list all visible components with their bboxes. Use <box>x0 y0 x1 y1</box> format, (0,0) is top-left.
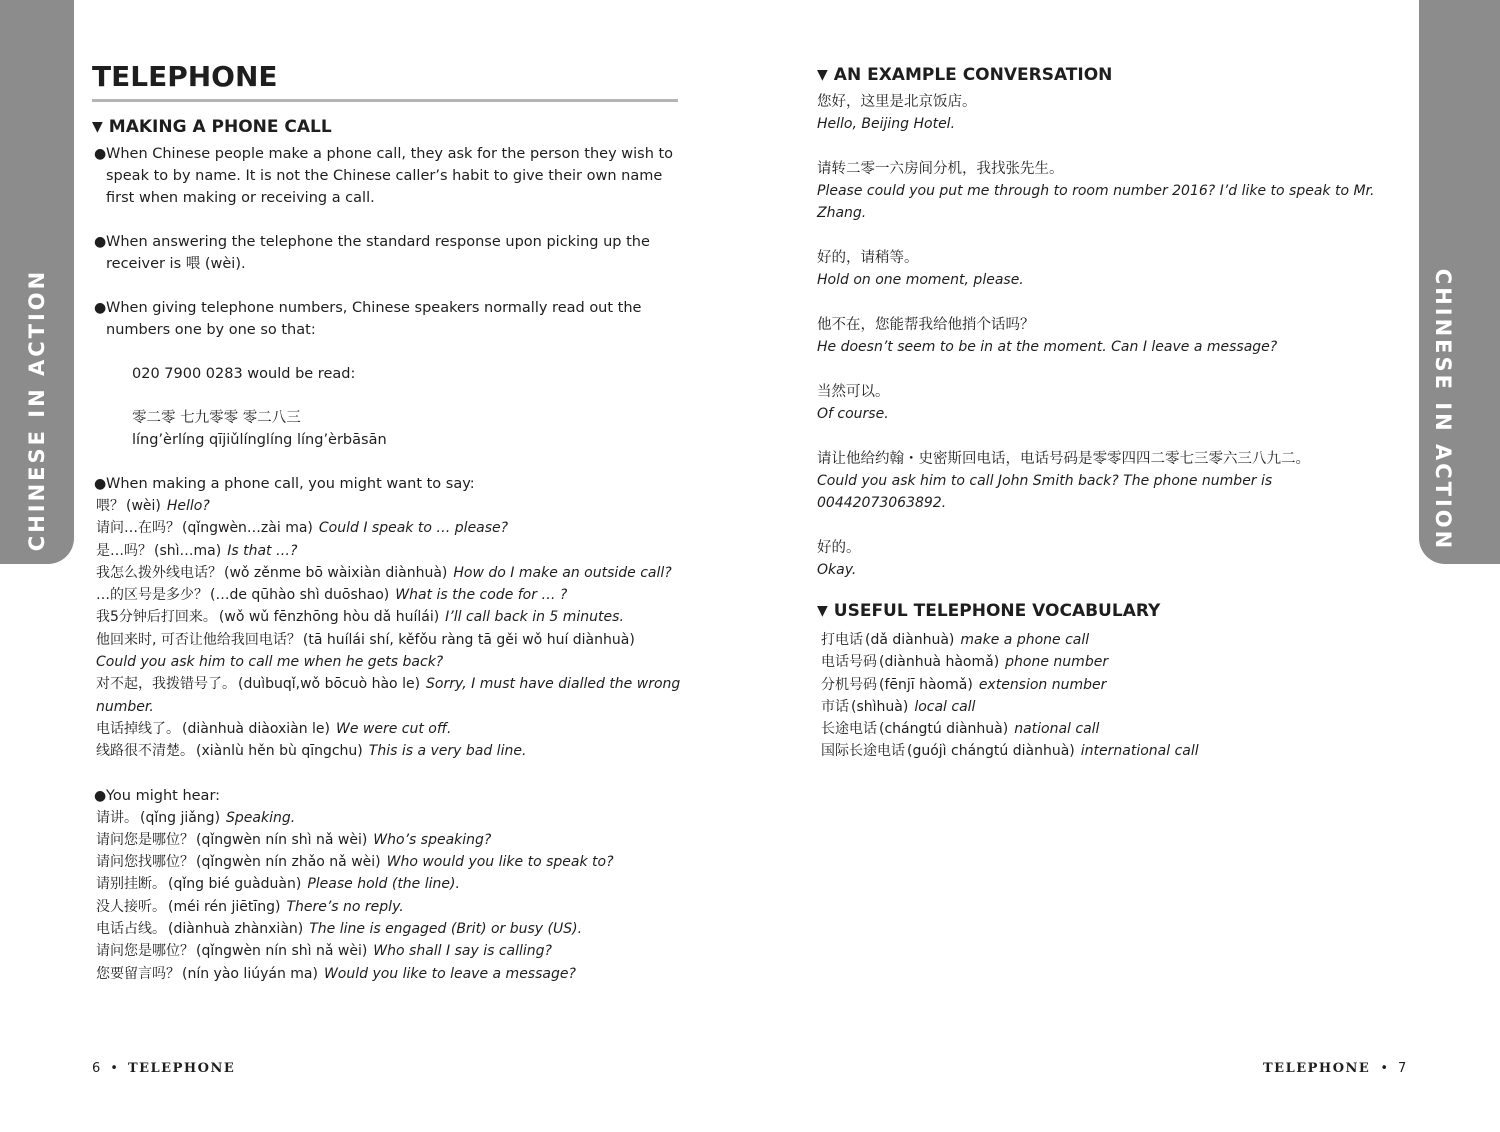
vocab-pinyin: (chángtú diànhuà) <box>879 721 1009 738</box>
phrase-pinyin: (qǐngwèn…zài ma) <box>182 520 313 537</box>
phrase-pinyin: (nín yào liúyán ma) <box>182 965 318 982</box>
hear-intro-text: You might hear: <box>106 787 221 804</box>
section-heading-label: AN EXAMPLE CONVERSATION <box>833 65 1113 85</box>
vocab-pinyin: (dǎ diànhuà) <box>865 632 955 648</box>
phrase-chinese: 没人接听。 <box>96 898 166 915</box>
phrase-pinyin: (méi rén jiētīng) <box>168 898 281 915</box>
conversation-english: Okay. <box>817 562 857 578</box>
phrase-english: Hello? <box>166 498 210 514</box>
phrase-line <box>96 918 682 940</box>
phrase-english: What is the code for … ? <box>395 587 568 604</box>
phrase-english: Speaking. <box>226 809 296 826</box>
vocab-english: local call <box>914 698 976 715</box>
bullet-paragraph <box>92 143 682 209</box>
phrase-pinyin: (qǐng jiǎng) <box>140 809 221 826</box>
phrase-english: There’s no reply. <box>286 898 404 915</box>
vocab-chinese: 长途电话 <box>821 721 877 738</box>
phrase-chinese: 请问您找哪位？ <box>96 854 194 871</box>
conversation-english: Hello, Beijing Hotel. <box>817 116 956 132</box>
section-heading-label: MAKING A PHONE CALL <box>108 117 332 137</box>
phrase-english: This is a very bad line. <box>368 743 527 760</box>
bullet-dot-icon: ● <box>94 476 107 492</box>
phrase-chinese: 喂？ <box>96 498 124 514</box>
conversation-chinese: 请转二零一六房间分机，我找张先生。 <box>817 161 1064 177</box>
phrase-line <box>96 940 682 962</box>
section-heading-vocabulary <box>817 601 1397 621</box>
phrase-chinese: 请问您是哪位？ <box>96 943 194 960</box>
vocab-line <box>821 629 1397 651</box>
phrase-chinese: 对不起，我拨错号了。 <box>96 676 236 693</box>
phrase-chinese: 是…吗？ <box>96 542 152 559</box>
phrase-english: Who shall I say is calling? <box>373 943 552 960</box>
vocab-pinyin: (guójì chángtú diànhuà) <box>907 743 1075 760</box>
phrase-pinyin: (qǐngwèn nín shì nǎ wèi) <box>196 943 368 960</box>
bullet-paragraph <box>92 297 682 341</box>
phrase-chinese: 请问您是哪位？ <box>96 831 194 848</box>
phrase-pinyin: (diànhuà zhànxiàn) <box>168 921 304 938</box>
phrase-pinyin: (shì…ma) <box>154 542 222 559</box>
phrase-chinese: 线路很不清楚。 <box>96 743 194 760</box>
phrase-english: How do I make an outside call? <box>453 564 672 581</box>
section-heading-label: USEFUL TELEPHONE VOCABULARY <box>833 601 1161 621</box>
phrase-line <box>96 517 682 539</box>
vocab-line <box>821 696 1397 718</box>
bullet-dot-icon: ● <box>94 300 107 316</box>
conversation-chinese: 您好，这里是北京饭店。 <box>817 94 977 110</box>
phrase-chinese: …的区号是多少？ <box>96 587 208 604</box>
phrase-line <box>96 896 682 918</box>
conversation-chinese: 请让他给约翰・史密斯回电话，电话号码是零零四四二零七三零六三八九二。 <box>817 451 1310 467</box>
vocab-line <box>821 740 1397 762</box>
vocab-pinyin: (fēnjī hàomǎ) <box>879 676 973 693</box>
conversation-chinese: 好的。 <box>817 540 861 556</box>
phrase-pinyin: (wǒ wǔ fēnzhōng hòu dǎ huílái) <box>218 609 440 626</box>
phrase-pinyin: (wèi) <box>126 498 161 514</box>
say-intro-text: When making a phone call, you might want to say: <box>106 476 475 492</box>
phrase-english: The line is engaged (Brit) or busy (US). <box>309 921 583 938</box>
vocab-chinese: 市话 <box>821 698 849 715</box>
hear-phrase-list <box>92 807 682 985</box>
triangle-down-icon: ▼ <box>817 603 828 619</box>
phrase-line <box>96 562 682 584</box>
phrase-chinese: 电话占线。 <box>96 921 166 938</box>
conversation-english: He doesn’t seem to be in at the moment. Can I leave a message? <box>817 339 1278 355</box>
conversation-english: Please could you put me through to room number 2016? I’d like to speak to Mr. Zhang. <box>817 183 1375 221</box>
page-number: 7 <box>1397 1061 1407 1076</box>
phrase-line <box>96 851 682 873</box>
phrase-line <box>96 606 682 628</box>
vocab-line <box>821 718 1397 740</box>
phrase-pinyin: (xiànlù hěn bù qīngchu) <box>196 743 363 760</box>
bullet-dot-icon: ● <box>94 146 107 162</box>
phrase-english: Who would you like to speak to? <box>386 854 614 871</box>
phrase-pinyin: (duìbuqǐ,wǒ bōcuò hào le) <box>238 676 421 693</box>
phrase-chinese: 请问…在吗？ <box>96 520 180 537</box>
conversation-chinese: 好的，请稍等。 <box>817 250 919 266</box>
bullet-text: When Chinese people make a phone call, they ask for the person they wish to speak to by name. It is not the Chinese caller’s habit to give their own name first when making or receiving a call. <box>106 146 674 206</box>
say-intro <box>92 473 682 495</box>
phrase-chinese: 请讲。 <box>96 809 138 826</box>
vocab-chinese: 国际长途电话 <box>821 743 905 760</box>
bullet-paragraph <box>92 231 682 275</box>
vocab-chinese: 打电话 <box>821 632 863 648</box>
phrase-line <box>96 873 682 895</box>
phrase-chinese: 他回来时, 可否让他给我回电话？ <box>96 631 301 648</box>
bullet-dot-icon: • <box>110 1061 118 1076</box>
phrase-line <box>96 963 682 985</box>
side-tab-left-label: CHINESE IN ACTION <box>25 268 49 552</box>
phrase-chinese: 我怎么拨外线电话？ <box>96 564 222 581</box>
vocab-pinyin: (shìhuà) <box>851 698 909 715</box>
vocab-line <box>821 651 1397 673</box>
example-chinese: 零二零 七九零零 零二八三 <box>132 410 301 426</box>
phrase-english: Please hold (the line). <box>307 876 460 893</box>
phrase-english: I’ll call back in 5 minutes. <box>445 609 624 626</box>
phrase-line <box>96 673 682 718</box>
phrase-line <box>96 629 682 674</box>
conversation-list <box>817 91 1397 581</box>
side-tab-right <box>1419 0 1500 564</box>
vocab-line <box>821 674 1397 696</box>
phrase-line <box>96 584 682 606</box>
section-heading-conversation <box>817 65 1397 85</box>
phrase-line <box>96 540 682 562</box>
vocab-english: phone number <box>1005 654 1109 671</box>
bullet-dot-icon: ● <box>94 787 107 804</box>
phrase-line <box>96 718 682 740</box>
vocab-english: international call <box>1080 743 1199 760</box>
phrase-chinese: 电话掉线了。 <box>96 720 180 737</box>
side-tab-left <box>0 0 74 564</box>
say-phrase-list <box>92 495 682 763</box>
side-tab-right-label: CHINESE IN ACTION <box>1431 268 1455 552</box>
phrase-english: Is that …? <box>227 542 298 559</box>
phrase-pinyin: (diànhuà diàoxiàn le) <box>182 720 330 737</box>
phrase-line <box>96 829 682 851</box>
phrase-line <box>96 740 682 762</box>
phrase-chinese: 您要留言吗？ <box>96 965 180 982</box>
vocab-chinese: 电话号码 <box>821 654 877 671</box>
phrase-pinyin: (wǒ zěnme bō wàixiàn diànhuà) <box>224 564 448 581</box>
phrase-english: We were cut off. <box>336 720 452 737</box>
conversation-english: Could you ask him to call John Smith back? The phone number is 00442073063892. <box>817 473 1273 511</box>
vocab-pinyin: (diànhuà hàomǎ) <box>879 654 1000 671</box>
phrase-pinyin: (…de qūhào shì duōshao) <box>210 587 390 604</box>
footer-label: TELEPHONE <box>127 1061 236 1076</box>
page-number: 6 <box>92 1061 101 1076</box>
phrase-english: Who’s speaking? <box>373 831 492 848</box>
left-page-content <box>92 117 682 985</box>
hear-intro <box>92 785 682 807</box>
vocab-chinese: 分机号码 <box>821 676 877 693</box>
section-heading-making-call <box>92 117 682 137</box>
conversation-chinese: 他不在，您能帮我给他捎个话吗？ <box>817 317 1035 333</box>
footer-right <box>1263 1061 1406 1076</box>
phrase-pinyin: (qǐngwèn nín shì nǎ wèi) <box>196 831 368 848</box>
vocab-english: make a phone call <box>960 632 1090 648</box>
footer-label: TELEPHONE <box>1263 1061 1371 1076</box>
bullet-text: When giving telephone numbers, Chinese speakers normally read out the numbers one by one so that: <box>106 300 642 338</box>
phrase-pinyin: (tā huílái shí, kěfǒu ràng tā gěi wǒ huí diànhuà) <box>302 631 635 648</box>
phrase-english: Could you ask him to call me when he gets back? <box>96 654 444 671</box>
vocab-english: national call <box>1014 721 1100 738</box>
triangle-down-icon: ▼ <box>817 67 828 83</box>
bullet-dot-icon: • <box>1380 1061 1388 1076</box>
example-number: 020 7900 0283 would be read: <box>132 366 356 382</box>
page-title: TELEPHONE <box>92 60 678 102</box>
conversation-english: Of course. <box>817 406 889 422</box>
phrase-pinyin: (qǐng bié guàduàn) <box>168 876 302 893</box>
triangle-down-icon: ▼ <box>92 119 103 135</box>
phrase-english: Sorry, I must have dialled the wrong number. <box>96 676 681 715</box>
bullet-dot-icon: ● <box>94 234 107 250</box>
phrase-english: Would you like to leave a message? <box>323 965 576 982</box>
vocabulary-list <box>817 629 1397 763</box>
phrase-line <box>96 495 682 517</box>
phrase-line <box>96 807 682 829</box>
phrase-english: Could I speak to … please? <box>318 520 509 537</box>
footer-left <box>92 1061 235 1076</box>
vocab-english: extension number <box>978 676 1107 693</box>
bullet-text: When answering the telephone the standard response upon picking up the receiver is 喂 (wèi). <box>106 234 650 272</box>
phrase-chinese: 请别挂断。 <box>96 876 166 893</box>
conversation-chinese: 当然可以。 <box>817 384 890 400</box>
phrase-pinyin: (qǐngwèn nín zhǎo nǎ wèi) <box>196 854 381 871</box>
conversation-english: Hold on one moment, please. <box>817 272 1024 288</box>
right-page-content <box>817 65 1397 763</box>
example-pinyin: líng’èrlíng qījiǔlínglíng líng’èrbāsān <box>132 432 387 448</box>
phrase-chinese: 我5分钟后打回来。 <box>96 609 217 626</box>
